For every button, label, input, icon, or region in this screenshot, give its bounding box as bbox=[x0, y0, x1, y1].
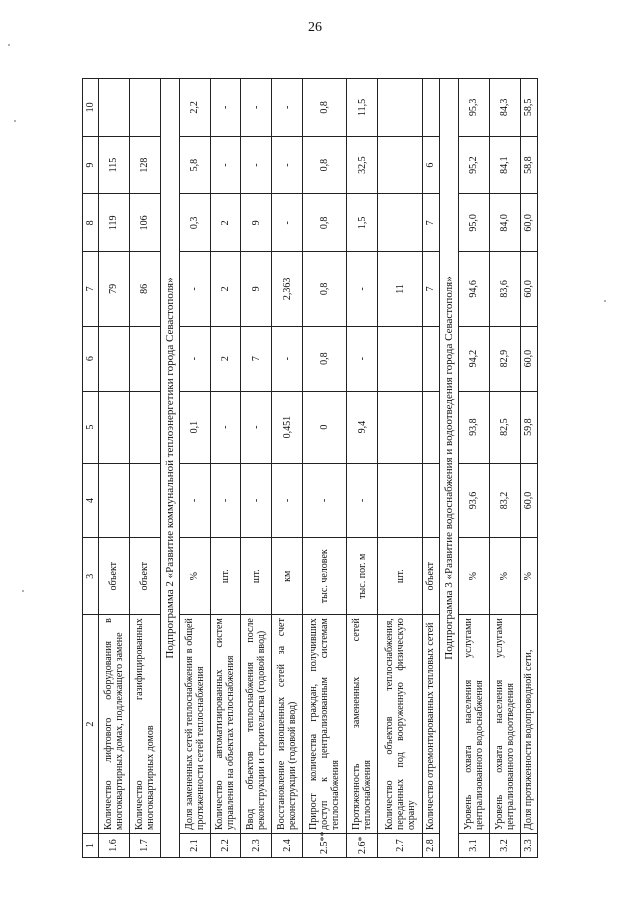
unit-cell: шт. bbox=[378, 538, 422, 615]
section-title: Подпрограмма 3 «Развитие водоснабжения и водоотведения города Севастополя» bbox=[439, 79, 458, 858]
value-cell: 0 bbox=[303, 391, 347, 463]
indicator-name: Прирост количества граждан, получивших доступ к централизованным системам теплоснабжения bbox=[303, 615, 347, 834]
table-row bbox=[99, 79, 130, 858]
value-cell bbox=[422, 391, 439, 463]
value-cell bbox=[378, 391, 422, 463]
value-cell: 0,1 bbox=[179, 391, 210, 463]
section-row bbox=[160, 79, 179, 858]
header-cell: 9 bbox=[83, 136, 99, 194]
unit-cell: объект bbox=[129, 538, 160, 615]
value-cell: 2 bbox=[210, 194, 241, 252]
value-cell: 119 bbox=[99, 194, 130, 252]
value-cell bbox=[129, 79, 160, 137]
unit-cell: шт. bbox=[210, 538, 241, 615]
value-cell: 60,0 bbox=[520, 326, 537, 391]
row-number: 2.5** bbox=[303, 833, 347, 857]
value-cell: - bbox=[241, 136, 272, 194]
table-row bbox=[378, 79, 422, 858]
value-cell: 95,0 bbox=[458, 194, 489, 252]
value-cell: 7 bbox=[422, 194, 439, 252]
value-cell: 2 bbox=[210, 252, 241, 327]
value-cell: 93,6 bbox=[458, 463, 489, 538]
table-row bbox=[347, 79, 378, 858]
value-cell: 0,8 bbox=[303, 194, 347, 252]
row-number: 3.1 bbox=[458, 833, 489, 857]
value-cell bbox=[422, 79, 439, 137]
table-row bbox=[179, 79, 210, 858]
value-cell bbox=[378, 326, 422, 391]
value-cell bbox=[129, 391, 160, 463]
value-cell bbox=[378, 136, 422, 194]
table-row bbox=[458, 79, 489, 858]
row-number: 2.3 bbox=[241, 833, 272, 857]
value-cell: 0,8 bbox=[303, 326, 347, 391]
indicator-name: Количество газифицированных многоквартирных домов bbox=[129, 615, 160, 834]
value-cell bbox=[378, 463, 422, 538]
indicator-name: Количество автоматизированных систем управления на объектах теплоснабжения bbox=[210, 615, 241, 834]
value-cell bbox=[378, 79, 422, 137]
value-cell: 9 bbox=[241, 252, 272, 327]
indicator-name: Доля протяженности водопроводной сети, bbox=[520, 615, 537, 834]
value-cell: - bbox=[241, 391, 272, 463]
value-cell: 60,0 bbox=[520, 194, 537, 252]
row-number: 3.3 bbox=[520, 833, 537, 857]
unit-cell: объект bbox=[99, 538, 130, 615]
value-cell: 60,0 bbox=[520, 463, 537, 538]
value-cell: 2 bbox=[210, 326, 241, 391]
header-cell: 6 bbox=[83, 326, 99, 391]
value-cell: 7 bbox=[241, 326, 272, 391]
indicator-name: Уровень охвата населения услугами централизованного водоотведения bbox=[489, 615, 520, 834]
unit-cell: % bbox=[489, 538, 520, 615]
header-cell: 4 bbox=[83, 463, 99, 538]
value-cell: 7 bbox=[422, 252, 439, 327]
table-row bbox=[422, 79, 439, 858]
value-cell: 82,9 bbox=[489, 326, 520, 391]
value-cell bbox=[422, 326, 439, 391]
value-cell: 9 bbox=[241, 194, 272, 252]
header-cell: 10 bbox=[83, 79, 99, 137]
scan-speck bbox=[8, 44, 10, 46]
table-row bbox=[272, 79, 303, 858]
value-cell: 0,451 bbox=[272, 391, 303, 463]
value-cell: 9,4 bbox=[347, 391, 378, 463]
row-number: 2.1 bbox=[179, 833, 210, 857]
section-title: Подпрограмма 2 «Развитие коммунальной теплоэнергетики города Севастополя» bbox=[160, 79, 179, 858]
unit-cell: тыс. пог. м bbox=[347, 538, 378, 615]
value-cell: - bbox=[272, 79, 303, 137]
header-cell: 2 bbox=[83, 615, 99, 834]
table-row bbox=[210, 79, 241, 858]
value-cell: 0,8 bbox=[303, 79, 347, 137]
section-row bbox=[439, 79, 458, 858]
value-cell bbox=[129, 463, 160, 538]
header-cell: 5 bbox=[83, 391, 99, 463]
value-cell: 2,2 bbox=[179, 79, 210, 137]
value-cell: 84,1 bbox=[489, 136, 520, 194]
table-row bbox=[303, 79, 347, 858]
value-cell: - bbox=[272, 463, 303, 538]
row-number: 1.7 bbox=[129, 833, 160, 857]
value-cell: 11,5 bbox=[347, 79, 378, 137]
indicator-name: Восстановление изношенных сетей за счет реконструкции (годовой ввод) bbox=[272, 615, 303, 834]
row-number: 2.6* bbox=[347, 833, 378, 857]
value-cell: - bbox=[272, 326, 303, 391]
table-row bbox=[241, 79, 272, 858]
indicator-name: Ввод объектов теплоснабжения после реконструкции и строительства (годовой ввод) bbox=[241, 615, 272, 834]
indicator-name: Уровень охвата населения услугами централизованного водоснабжения bbox=[458, 615, 489, 834]
page-number: 26 bbox=[308, 20, 322, 35]
unit-cell: шт. bbox=[241, 538, 272, 615]
value-cell: - bbox=[347, 252, 378, 327]
value-cell: 79 bbox=[99, 252, 130, 327]
unit-cell: % bbox=[179, 538, 210, 615]
table-header-row bbox=[83, 79, 99, 858]
value-cell: 84,0 bbox=[489, 194, 520, 252]
value-cell bbox=[99, 391, 130, 463]
table-row bbox=[489, 79, 520, 858]
value-cell: 83,6 bbox=[489, 252, 520, 327]
value-cell: 32,5 bbox=[347, 136, 378, 194]
value-cell: - bbox=[272, 136, 303, 194]
value-cell bbox=[99, 79, 130, 137]
indicator-name: Количество объектов теплоснабжения, переданных под вооруженную физическую охрану bbox=[378, 615, 422, 834]
row-number: 2.8 bbox=[422, 833, 439, 857]
value-cell: 86 bbox=[129, 252, 160, 327]
value-cell: - bbox=[272, 194, 303, 252]
value-cell: - bbox=[347, 463, 378, 538]
value-cell: - bbox=[179, 463, 210, 538]
header-cell: 1 bbox=[83, 833, 99, 857]
value-cell: - bbox=[241, 79, 272, 137]
indicator-name: Количество лифтового оборудования в многоквартирных домах, подлежащего замене bbox=[99, 615, 130, 834]
indicator-table-rotated bbox=[82, 78, 538, 858]
value-cell: 83,2 bbox=[489, 463, 520, 538]
scan-speck bbox=[604, 300, 606, 302]
value-cell: 84,3 bbox=[489, 79, 520, 137]
value-cell: - bbox=[210, 79, 241, 137]
value-cell: 93,8 bbox=[458, 391, 489, 463]
value-cell: - bbox=[347, 326, 378, 391]
row-number: 1.6 bbox=[99, 833, 130, 857]
header-cell: 8 bbox=[83, 194, 99, 252]
value-cell bbox=[99, 463, 130, 538]
value-cell: 115 bbox=[99, 136, 130, 194]
value-cell bbox=[99, 326, 130, 391]
unit-cell: % bbox=[458, 538, 489, 615]
value-cell: 106 bbox=[129, 194, 160, 252]
value-cell: - bbox=[303, 463, 347, 538]
value-cell: 0,8 bbox=[303, 136, 347, 194]
row-number: 2.2 bbox=[210, 833, 241, 857]
table-row bbox=[520, 79, 537, 858]
row-number: 2.4 bbox=[272, 833, 303, 857]
unit-cell: тыс. человек bbox=[303, 538, 347, 615]
unit-cell: % bbox=[520, 538, 537, 615]
indicator-name: Количество отремонтированных тепловых сетей bbox=[422, 615, 439, 834]
indicator-name: Протяженность замененных сетей теплоснабжения bbox=[347, 615, 378, 834]
indicator-table bbox=[82, 78, 538, 858]
table-body bbox=[99, 79, 538, 858]
unit-cell: км bbox=[272, 538, 303, 615]
header-cell: 3 bbox=[83, 538, 99, 615]
value-cell: 11 bbox=[378, 252, 422, 327]
value-cell: 58,8 bbox=[520, 136, 537, 194]
value-cell bbox=[129, 326, 160, 391]
value-cell bbox=[422, 463, 439, 538]
value-cell: 60,0 bbox=[520, 252, 537, 327]
table-row bbox=[129, 79, 160, 858]
scan-speck bbox=[14, 120, 16, 122]
value-cell: 94,2 bbox=[458, 326, 489, 391]
value-cell: - bbox=[210, 136, 241, 194]
value-cell: - bbox=[179, 252, 210, 327]
scan-speck bbox=[22, 590, 24, 592]
value-cell: 59,8 bbox=[520, 391, 537, 463]
indicator-name: Доля замененных сетей теплоснабжения в общей протяженности сетей теплоснабжения bbox=[179, 615, 210, 834]
value-cell: 82,5 bbox=[489, 391, 520, 463]
value-cell: 95,3 bbox=[458, 79, 489, 137]
value-cell: 94,6 bbox=[458, 252, 489, 327]
value-cell: - bbox=[210, 391, 241, 463]
unit-cell: объект bbox=[422, 538, 439, 615]
row-number: 3.2 bbox=[489, 833, 520, 857]
value-cell: - bbox=[241, 463, 272, 538]
value-cell: 6 bbox=[422, 136, 439, 194]
value-cell: - bbox=[210, 463, 241, 538]
value-cell bbox=[378, 194, 422, 252]
value-cell: - bbox=[179, 326, 210, 391]
value-cell: 1,5 bbox=[347, 194, 378, 252]
header-cell: 7 bbox=[83, 252, 99, 327]
value-cell: 0,8 bbox=[303, 252, 347, 327]
value-cell: 128 bbox=[129, 136, 160, 194]
row-number: 2.7 bbox=[378, 833, 422, 857]
value-cell: 5,8 bbox=[179, 136, 210, 194]
value-cell: 58,5 bbox=[520, 79, 537, 137]
value-cell: 95,2 bbox=[458, 136, 489, 194]
value-cell: 0,3 bbox=[179, 194, 210, 252]
value-cell: 2,363 bbox=[272, 252, 303, 327]
